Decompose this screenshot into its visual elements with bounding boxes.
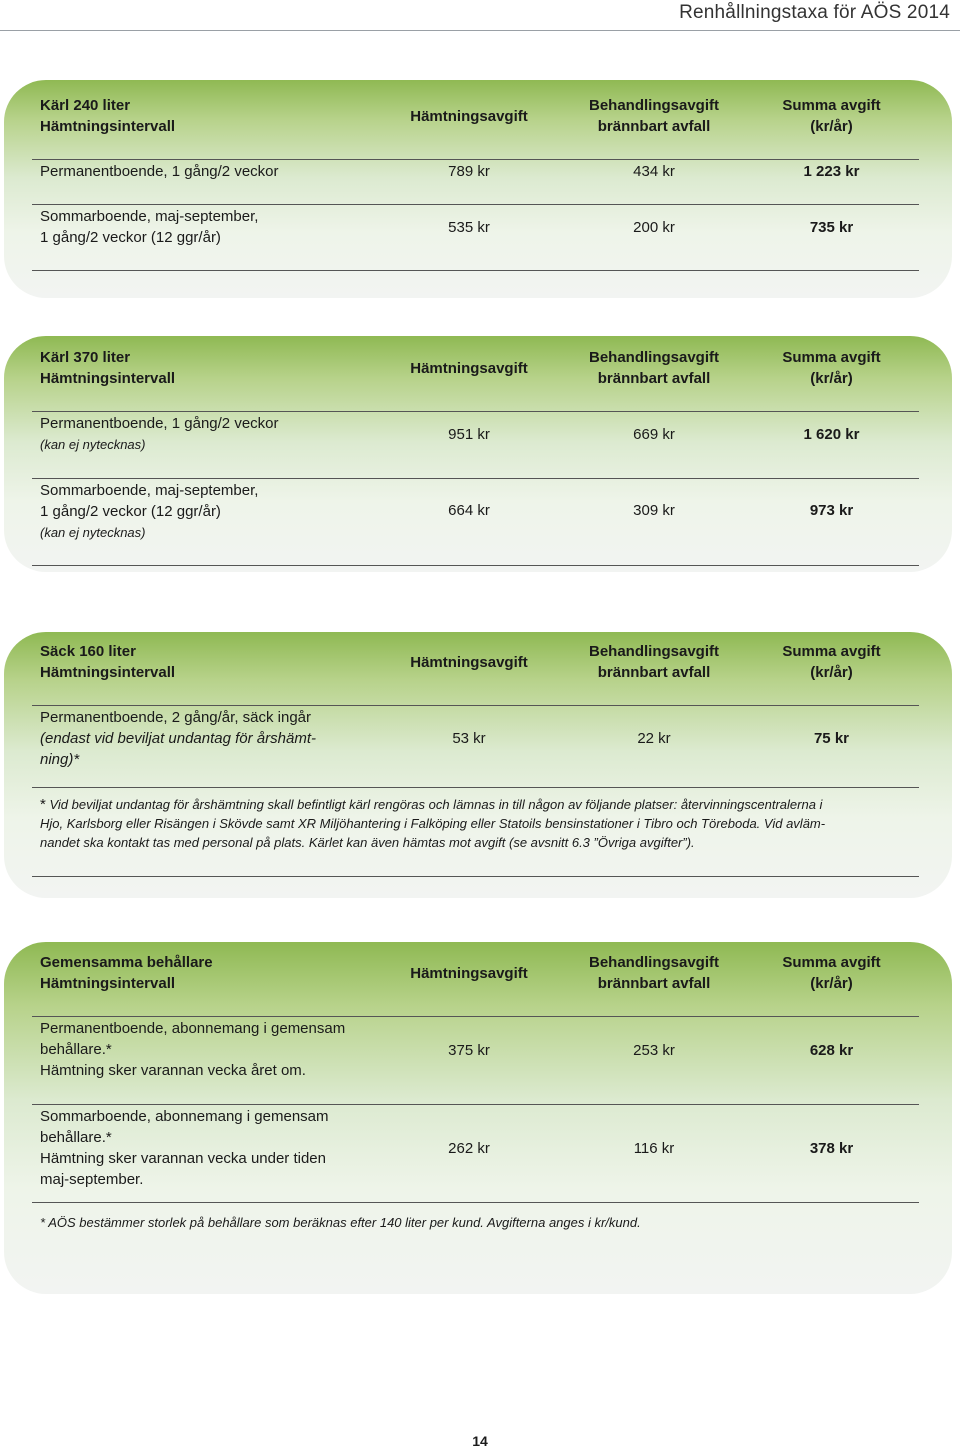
footnote-line2: Hjo, Karlsborg eller Risängen i Skövde samt XR Miljöhantering i Falköping eller Statoils bensinstationer i Tibro och Töreboda. Vid avläm- xyxy=(40,816,826,831)
section-title-block xyxy=(40,952,213,994)
section-karl-370 xyxy=(4,336,952,572)
section-title-block xyxy=(40,95,175,137)
col-header-summa xyxy=(744,952,919,994)
col-header-behandling-line2: brännbart avfall xyxy=(597,664,711,681)
col-header-behandling-line1: Behandlingsavgift xyxy=(588,97,719,114)
col-header-behandling xyxy=(564,641,744,683)
row-summa: 378 kr xyxy=(809,1140,854,1157)
col-header-summa-line2: (kr/år) xyxy=(810,118,853,135)
section-title-block xyxy=(40,347,175,389)
row-divider xyxy=(32,705,919,706)
row-hamtning: 262 kr xyxy=(448,1140,490,1157)
section-subtitle: Hämtningsintervall xyxy=(40,370,176,387)
row-label-line4: maj-september. xyxy=(40,1171,144,1188)
row-divider xyxy=(32,1202,919,1203)
row-label-line3: ning)* xyxy=(40,751,80,768)
row-label-note: (kan ej nytecknas) xyxy=(40,525,146,540)
col-header-behandling-line2: brännbart avfall xyxy=(597,975,711,992)
col-header-behandling-line1: Behandlingsavgift xyxy=(588,349,719,366)
row-divider xyxy=(32,478,919,479)
row-summa: 973 kr xyxy=(809,502,854,519)
row-label: Permanentboende, 1 gång/2 veckor xyxy=(40,163,279,180)
row-hamtning: 535 kr xyxy=(448,219,490,236)
col-header-summa-line2: (kr/år) xyxy=(810,975,853,992)
row-label-line2: behållare.* xyxy=(40,1041,112,1058)
row-summa: 628 kr xyxy=(809,1042,854,1059)
col-header-behandling-line2: brännbart avfall xyxy=(597,118,711,135)
col-header-summa-line2: (kr/år) xyxy=(810,664,853,681)
row-label-line1: Permanentboende, 1 gång/2 veckor xyxy=(40,415,279,432)
section-title: Kärl 240 liter xyxy=(40,97,131,114)
col-header-behandling xyxy=(564,347,744,389)
row-divider xyxy=(32,876,919,877)
row-label-line1: Sommarboende, maj-september, xyxy=(40,208,259,225)
col-header-behandling xyxy=(564,95,744,137)
row-summa: 75 kr xyxy=(813,730,850,747)
row-label xyxy=(40,707,385,770)
row-divider xyxy=(32,1016,919,1017)
col-header-hamtning: Hämtningsavgift xyxy=(410,654,528,671)
row-behandling: 116 kr xyxy=(633,1140,675,1157)
row-label xyxy=(40,1018,385,1081)
row-behandling: 434 kr xyxy=(633,163,675,180)
col-header-summa-line1: Summa avgift xyxy=(782,97,881,114)
footnote: * AÖS bestämmer storlek på behållare som beräknas efter 140 liter per kund. Avgifterna anges i kr/kund. xyxy=(40,1215,641,1230)
header-rule xyxy=(0,30,960,31)
row-divider xyxy=(32,565,919,566)
section-karl-240 xyxy=(4,80,952,298)
row-divider xyxy=(32,159,919,160)
row-label xyxy=(40,206,385,248)
col-header-behandling-line2: brännbart avfall xyxy=(597,370,711,387)
footnote-line3: nandet ska kontakt tas med personal på plats. Kärlet kan även hämtas mot avgift (se avsnitt 6.3 ”Övriga avgifter”). xyxy=(40,835,695,850)
row-label-note: (kan ej nytecknas) xyxy=(40,437,146,452)
row-label-line1: Sommarboende, abonnemang i gemensam xyxy=(40,1108,329,1125)
row-label xyxy=(40,480,385,543)
row-summa: 735 kr xyxy=(809,219,854,236)
col-header-summa-line2: (kr/år) xyxy=(810,370,853,387)
section-gemensamma-behallare xyxy=(4,942,952,1294)
page-number: 14 xyxy=(472,1433,488,1449)
section-title: Säck 160 liter xyxy=(40,643,136,660)
row-divider xyxy=(32,204,919,205)
row-hamtning: 664 kr xyxy=(448,502,490,519)
row-divider xyxy=(32,787,919,788)
row-label xyxy=(40,413,385,455)
section-title: Gemensamma behållare xyxy=(40,954,213,971)
row-label-line2: 1 gång/2 veckor (12 ggr/år) xyxy=(40,229,221,246)
row-label-line2: (endast vid beviljat undantag för årshämt- xyxy=(40,730,316,747)
row-hamtning: 53 kr xyxy=(452,730,486,747)
section-subtitle: Hämtningsintervall xyxy=(40,975,176,992)
row-label-line2: behållare.* xyxy=(40,1129,112,1146)
row-hamtning: 789 kr xyxy=(448,163,490,180)
col-header-summa-line1: Summa avgift xyxy=(782,954,881,971)
row-label-line3: Hämtning sker varannan vecka året om. xyxy=(40,1062,306,1079)
section-title-block xyxy=(40,641,175,683)
section-sack-160 xyxy=(4,632,952,898)
col-header-behandling-line1: Behandlingsavgift xyxy=(588,643,719,660)
section-title: Kärl 370 liter xyxy=(40,349,131,366)
row-label xyxy=(40,1106,385,1190)
row-summa: 1 223 kr xyxy=(803,163,860,180)
col-header-summa xyxy=(744,641,919,683)
section-subtitle: Hämtningsintervall xyxy=(40,118,176,135)
col-header-summa-line1: Summa avgift xyxy=(782,643,881,660)
row-divider xyxy=(32,270,919,271)
col-header-behandling-line1: Behandlingsavgift xyxy=(588,954,719,971)
section-subtitle: Hämtningsintervall xyxy=(40,664,176,681)
row-label-line3: Hämtning sker varannan vecka under tiden xyxy=(40,1150,326,1167)
row-behandling: 22 kr xyxy=(637,730,671,747)
col-header-summa xyxy=(744,95,919,137)
col-header-hamtning: Hämtningsavgift xyxy=(410,965,528,982)
footnote-star: * xyxy=(40,796,46,813)
row-label-line1: Permanentboende, abonnemang i gemensam xyxy=(40,1020,346,1037)
row-summa: 1 620 kr xyxy=(803,426,860,443)
col-header-summa-line1: Summa avgift xyxy=(782,349,881,366)
row-behandling: 669 kr xyxy=(633,426,675,443)
row-divider xyxy=(32,411,919,412)
footnote-text: Vid beviljat undantag för årshämtning skall befintligt kärl rengöras och lämnas in till någon av följande platser: återvinningscentralerna i xyxy=(49,797,823,812)
col-header-hamtning: Hämtningsavgift xyxy=(410,360,528,377)
row-label-line1: Permanentboende, 2 gång/år, säck ingår xyxy=(40,709,312,726)
row-behandling: 309 kr xyxy=(633,502,675,519)
row-label-line2: 1 gång/2 veckor (12 ggr/år) xyxy=(40,503,221,520)
row-behandling: 253 kr xyxy=(633,1042,675,1059)
col-header-summa xyxy=(744,347,919,389)
row-hamtning: 951 kr xyxy=(448,426,490,443)
row-label-line1: Sommarboende, maj-september, xyxy=(40,482,259,499)
row-behandling: 200 kr xyxy=(633,219,675,236)
footnote-line1 xyxy=(40,795,920,814)
row-hamtning: 375 kr xyxy=(448,1042,490,1059)
document-title: Renhållningstaxa för AÖS 2014 xyxy=(679,2,950,23)
col-header-behandling xyxy=(564,952,744,994)
footnote xyxy=(40,795,920,852)
col-header-hamtning: Hämtningsavgift xyxy=(410,108,528,125)
row-divider xyxy=(32,1104,919,1105)
